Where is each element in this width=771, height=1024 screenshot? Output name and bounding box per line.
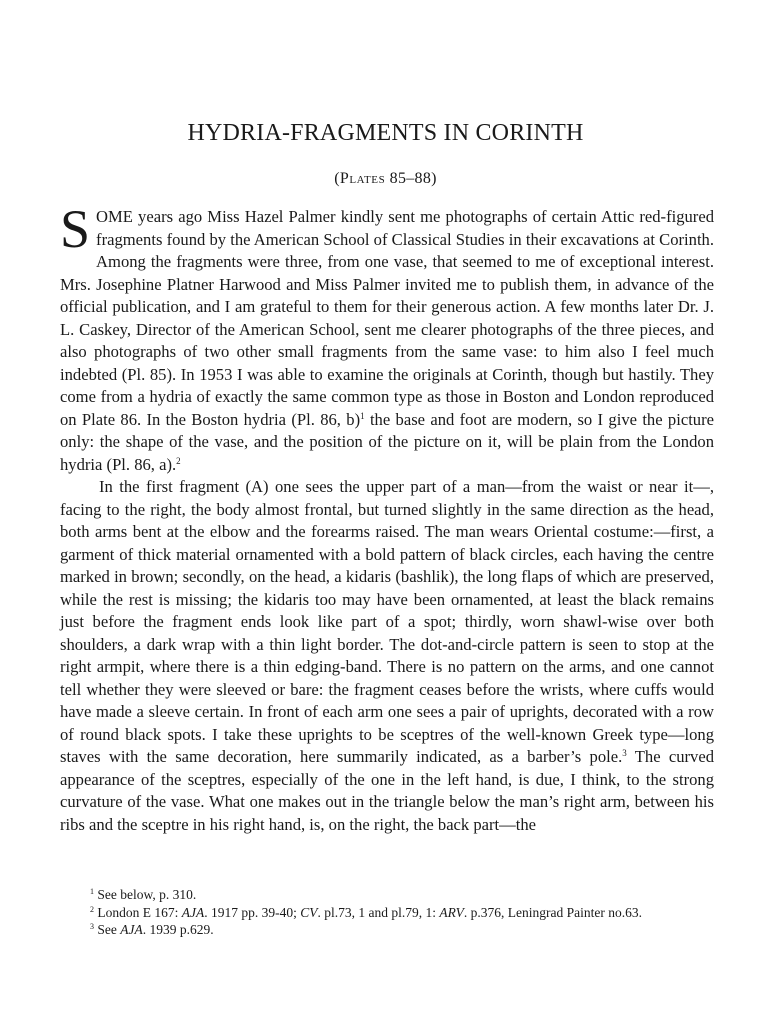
footnote-2-journal-arv: ARV (439, 904, 464, 920)
footnote-1-number: 1 (90, 887, 94, 896)
paragraph-1 (60, 199, 714, 476)
footnote-3 (60, 921, 714, 939)
footnote-2-text-b: . 1917 pp. 39-40; (204, 904, 301, 920)
footnote-ref-2[interactable]: 2 (176, 455, 181, 466)
paragraph-2 (60, 476, 714, 836)
paragraph-2-text-b: The curved appearance of the sceptres, especially of the one in the left hand, is due, I think, to the strong curvature of the vase. What one makes out in the triangle below the man’s right arm, between his ribs and the sceptre in his right hand, is, on the right, the back part—the (60, 747, 714, 834)
footnote-2-text-d: . p.376, Leningrad Painter no.63. (463, 904, 642, 920)
footnote-ref-1[interactable]: 1 (360, 410, 365, 421)
paragraph-2-text-a: In the first fragment (A) one sees the upper part of a man—from the waist or near it—, facing to the right, the body almost frontal, but turned slightly in the same direction as the head, both arms bent at the elbow and the forearms raised. The man wears Oriental costume:—first, a garment of thick material ornamented with a bold pattern of black circles, each having the centre marked in brown; secondly, on the head, a kidaris (bashlik), the long flaps of which are preserved, while the rest is missing; the kidaris too may have been ornamented, at least the black remains just before the fragment ends look like part of a spot; thirdly, worn shawl-wise over both shoulders, a dark wrap with a thin light border. The dot-and-circle pattern is seen to stop at the right armpit, where there is a thin edging-band. There is no pattern on the arms, and one cannot tell whether they were sleeved or bare: the fragment ceases before the wrists, where cuffs would have made a sleeve certain. In front of each arm one sees a pair of uprights, decorated with a row of round black spots. I take these uprights to be sceptres of the well-known Greek type—long staves with the same decoration, here summarily indicated, as a barber’s pole. (60, 477, 714, 766)
plates-range: 85–88) (385, 170, 437, 187)
plates-reference (0, 168, 771, 190)
footnote-1-text: See below, p. 310. (94, 887, 197, 902)
plates-word: Plates (339, 170, 386, 187)
plates-open: ( (334, 170, 340, 187)
article-body (60, 199, 714, 836)
footnotes (60, 886, 714, 939)
footnote-3-number: 3 (90, 922, 94, 931)
drop-cap: S (60, 199, 91, 259)
article-title: HYDRIA-FRAGMENTS IN CORINTH (187, 120, 584, 146)
footnote-3-text-b: . 1939 p.629. (142, 922, 214, 937)
footnote-2-journal-cv: CV (300, 904, 318, 920)
footnote-1 (60, 886, 714, 904)
footnote-2-text-a: London E 167: (94, 904, 182, 920)
paragraph-1-text-a: OME years ago Miss Hazel Palmer kindly sent me photographs of certain Attic red-figured fragments found by the American School of Classical Studies in their excavations at Corinth. Among the fragments were three, from one vase, that seemed to me of exceptional interest. Mrs. Josephine Platner Harwood and Miss Palmer invited me to publish them, in advance of the official publication, and I am grateful to them for their generous action. A few months later Dr. J. L. Caskey, Director of the American School, sent me clearer photographs of the three pieces, and also photographs of two other small fragments from the same vase: to him also I feel much indebted (Pl. 85). In 1953 I was able to examine the originals at Corinth, though but hastily. They come from a hydria of exactly the same common type as those in Boston and London reproduced on Plate 86. In the Boston hydria (Pl. 86, b) (60, 207, 714, 429)
footnote-ref-3[interactable]: 3 (622, 748, 627, 758)
footnote-2-number: 2 (90, 904, 94, 914)
footnote-2-journal-aja: AJA (181, 904, 205, 920)
footnote-3-journal-aja: AJA (120, 922, 143, 937)
footnote-2-text-c: . pl.73, 1 and pl.79, 1: (317, 904, 440, 920)
paragraph-1-text-b: the base and foot are modern, so I give the picture only: the shape of the vase, and the position of the picture on it, will be plain from the London hydria (Pl. 86, a). (60, 409, 714, 474)
footnote-2 (60, 904, 714, 922)
footnote-3-text-a: See (94, 922, 121, 937)
